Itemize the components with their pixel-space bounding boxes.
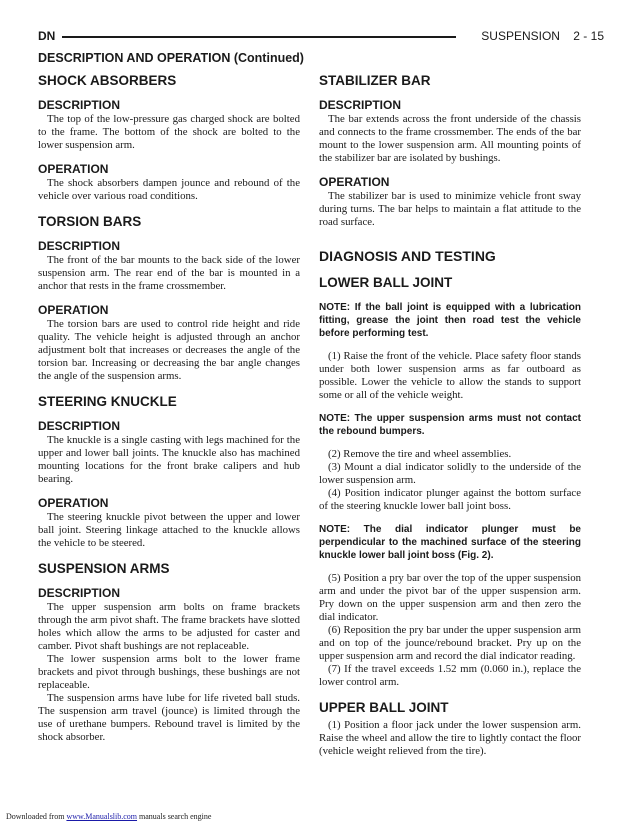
footer-prefix: Downloaded from	[6, 812, 67, 821]
paragraph: The shock absorbers dampen jounce and rebound of the vehicle over various road conditions.	[38, 177, 300, 202]
section-title-stabilizer-bar: STABILIZER BAR	[319, 73, 431, 88]
subheading-description: DESCRIPTION	[319, 98, 402, 112]
paragraph: The torsion bars are used to control ride height and ride quality. The vehicle height is adjusted through an anchor adjustment bolt that increases or decreases the angle of the torsion bar. Increasing or decreasing the bar angle changes the angle of the suspension arms.	[38, 318, 300, 382]
left-column	[38, 72, 300, 744]
right-column	[319, 72, 581, 758]
download-footer	[6, 812, 211, 822]
continued-title: DESCRIPTION AND OPERATION (Continued)	[38, 51, 304, 65]
subheading-operation: OPERATION	[319, 175, 390, 189]
section-title-lower-ball-joint: LOWER BALL JOINT	[319, 275, 453, 290]
note: NOTE: The upper suspension arms must not contact the rebound bumpers.	[319, 413, 581, 437]
paragraph: The knuckle is a single casting with legs machined for the upper and lower ball joints. The knuckle also has machined mounting locations for the front brake calipers and hub bearing.	[38, 434, 300, 485]
procedure-step: (5) Position a pry bar over the top of the upper suspension arm and under the pivot bar of the upper suspension arm. Pry down on the upper suspension arm and then zero the dial indicator.	[319, 572, 581, 623]
paragraph: The steering knuckle pivot between the upper and lower ball joint. Steering linkage attached to the knuckle allows the vehicle to be steered.	[38, 511, 300, 549]
header-rule	[62, 36, 456, 38]
paragraph: The upper suspension arm bolts on frame brackets through the arm pivot shaft. The frame brackets have slotted holes which allow the arms to be adjusted for caster and camber. Pivot shaft bushings are not replaceable.	[38, 601, 300, 652]
procedure-step: (6) Reposition the pry bar under the upper suspension arm and on top of the jounce/rebound bracket. Pry up on the upper suspension arm and record the dial indicator reading.	[319, 624, 581, 662]
header-page-label: SUSPENSION 2 - 15	[481, 29, 604, 43]
note: NOTE: The dial indicator plunger must be perpendicular to the machined surface of the steering knuckle lower ball joint boss (Fig. 2).	[319, 524, 581, 561]
paragraph: The suspension arms have lube for life riveted ball studs. The suspension arm travel (jounce) is limited through the use of urethane bumpers. Rebound travel is limited by the shock absorber.	[38, 692, 300, 743]
header-section-code: DN	[38, 29, 56, 43]
procedure-step: (1) Raise the front of the vehicle. Place safety floor stands under both lower suspension arms as far outboard as possible. Lower the vehicle to allow the stands to support some or all of the vehicle weight.	[319, 350, 581, 401]
subheading-description: DESCRIPTION	[38, 239, 121, 253]
note: NOTE: If the ball joint is equipped with a lubrication fitting, grease the joint then road test the vehicle before performing test.	[319, 302, 581, 339]
section-title-steering-knuckle: STEERING KNUCKLE	[38, 394, 177, 409]
paragraph: The stabilizer bar is used to minimize vehicle front sway during turns. The bar helps to maintain a flat attitude to the road surface.	[319, 190, 581, 228]
procedure-step: (7) If the travel exceeds 1.52 mm (0.060 in.), replace the lower control arm.	[319, 663, 581, 688]
section-title-shock-absorbers: SHOCK ABSORBERS	[38, 73, 177, 88]
section-title-diagnosis-and-testing: DIAGNOSIS AND TESTING	[319, 248, 496, 264]
subheading-operation: OPERATION	[38, 496, 109, 510]
subheading-description: DESCRIPTION	[38, 419, 121, 433]
subheading-description: DESCRIPTION	[38, 586, 121, 600]
subheading-operation: OPERATION	[38, 162, 109, 176]
section-title-upper-ball-joint: UPPER BALL JOINT	[319, 700, 449, 715]
paragraph: The top of the low-pressure gas charged shock are bolted to the frame. The bottom of the shock are bolted to the lower suspension arm.	[38, 113, 300, 151]
procedure-step: (3) Mount a dial indicator solidly to the underside of the lower suspension arm.	[319, 461, 581, 486]
footer-suffix: manuals search engine	[137, 812, 212, 821]
procedure-step: (4) Position indicator plunger against the bottom surface of the steering knuckle lower ball joint boss.	[319, 487, 581, 512]
paragraph: The lower suspension arms bolt to the lower frame brackets and pivot through bushings, these bushings are not replaceable.	[38, 653, 300, 691]
paragraph: The bar extends across the front underside of the chassis and connects to the frame crossmember. The ends of the bar mount to the lower suspension arm. All mounting points of the stabilizer bar are isolated by bushings.	[319, 113, 581, 164]
subheading-operation: OPERATION	[38, 303, 109, 317]
procedure-step: (1) Position a floor jack under the lower suspension arm. Raise the wheel and allow the tire to lightly contact the floor (vehicle weight relieved from the tire).	[319, 719, 581, 757]
section-title-suspension-arms: SUSPENSION ARMS	[38, 561, 170, 576]
procedure-step: (2) Remove the tire and wheel assemblies.	[328, 448, 512, 460]
subheading-description: DESCRIPTION	[38, 98, 121, 112]
section-title-torsion-bars: TORSION BARS	[38, 214, 142, 229]
paragraph: The front of the bar mounts to the back side of the lower suspension arm. The rear end of the bar is mounted in a anchor that rests in the frame crossmember.	[38, 254, 300, 292]
manualslib-link[interactable]: www.Manualslib.com	[66, 812, 138, 821]
page-header	[38, 28, 604, 44]
